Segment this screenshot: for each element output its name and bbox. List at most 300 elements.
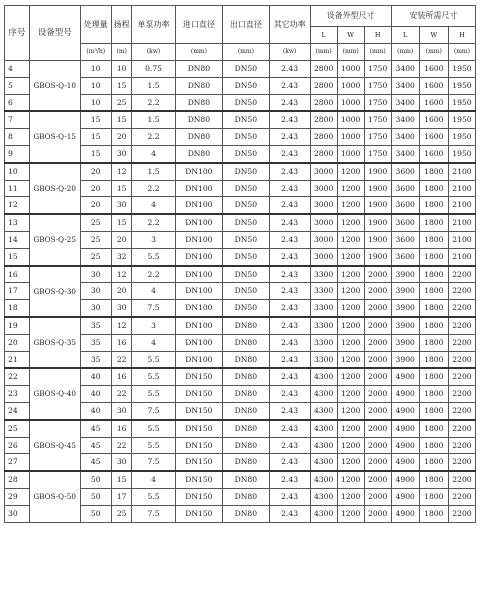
- install-w-cell: 1800: [419, 300, 448, 317]
- dims-l-cell: 2800: [310, 129, 337, 146]
- inlet-cell: DN100: [175, 266, 223, 283]
- install-l-cell: 4900: [391, 454, 419, 471]
- install-l-cell: 3900: [391, 300, 419, 317]
- inlet-cell: DN100: [175, 334, 223, 351]
- outlet-cell: DN80: [223, 317, 269, 334]
- other-power-cell: 2.43: [269, 231, 310, 248]
- dims-w-cell: 1200: [337, 488, 364, 505]
- install-w-cell: 1800: [419, 248, 448, 265]
- install-w-cell: 1800: [419, 266, 448, 283]
- unit-install-w: (mm): [419, 44, 448, 61]
- capacity-cell: 20: [80, 163, 111, 180]
- outlet-cell: DN80: [223, 437, 269, 454]
- inlet-cell: DN100: [175, 231, 223, 248]
- dims-l-cell: 4300: [310, 402, 337, 419]
- install-w-cell: 1800: [419, 163, 448, 180]
- seq-cell: 18: [5, 300, 30, 317]
- model-cell: GBOS-Q-35: [29, 317, 80, 368]
- outlet-cell: DN80: [223, 351, 269, 368]
- install-l-cell: 4900: [391, 420, 419, 437]
- capacity-cell: 40: [80, 368, 111, 385]
- unit-capacity: (m³/h): [80, 44, 111, 61]
- install-l-cell: 4900: [391, 488, 419, 505]
- pump-power-cell: 4: [132, 334, 175, 351]
- other-power-cell: 2.43: [269, 61, 310, 78]
- dims-h-cell: 2000: [364, 471, 391, 488]
- head-cell: 17: [111, 488, 132, 505]
- install-w-cell: 1800: [419, 420, 448, 437]
- install-l-cell: 3600: [391, 248, 419, 265]
- dims-h-cell: 2000: [364, 317, 391, 334]
- install-h-cell: 2200: [448, 437, 475, 454]
- inlet-cell: DN150: [175, 437, 223, 454]
- dims-w-cell: 1200: [337, 420, 364, 437]
- pump-power-cell: 5.5: [132, 351, 175, 368]
- head-cell: 30: [111, 145, 132, 162]
- capacity-cell: 15: [80, 111, 111, 128]
- other-power-cell: 2.43: [269, 266, 310, 283]
- other-power-cell: 2.43: [269, 145, 310, 162]
- install-w-cell: 1600: [419, 61, 448, 78]
- dims-h-cell: 1750: [364, 61, 391, 78]
- header-install-h: H: [448, 27, 475, 44]
- dims-w-cell: 1200: [337, 368, 364, 385]
- model-cell: GBOS-Q-50: [29, 471, 80, 522]
- outlet-cell: DN50: [223, 61, 269, 78]
- unit-dims-w: (mm): [337, 44, 364, 61]
- outlet-cell: DN50: [223, 266, 269, 283]
- capacity-cell: 25: [80, 214, 111, 231]
- dims-l-cell: 3000: [310, 231, 337, 248]
- dims-w-cell: 1000: [337, 77, 364, 94]
- capacity-cell: 25: [80, 248, 111, 265]
- dims-w-cell: 1200: [337, 402, 364, 419]
- inlet-cell: DN100: [175, 163, 223, 180]
- outlet-cell: DN80: [223, 505, 269, 522]
- install-l-cell: 3600: [391, 214, 419, 231]
- dims-w-cell: 1200: [337, 163, 364, 180]
- install-w-cell: 1800: [419, 488, 448, 505]
- other-power-cell: 2.43: [269, 94, 310, 111]
- outlet-cell: DN50: [223, 129, 269, 146]
- outlet-cell: DN80: [223, 386, 269, 403]
- head-cell: 16: [111, 420, 132, 437]
- inlet-cell: DN150: [175, 454, 223, 471]
- dims-l-cell: 4300: [310, 437, 337, 454]
- install-h-cell: 2100: [448, 214, 475, 231]
- header-dims: 设备外型尺寸: [310, 6, 391, 27]
- unit-other-power: (kw): [269, 44, 310, 61]
- pump-power-cell: 7.5: [132, 402, 175, 419]
- dims-h-cell: 1750: [364, 94, 391, 111]
- inlet-cell: DN150: [175, 505, 223, 522]
- seq-cell: 16: [5, 266, 30, 283]
- install-h-cell: 1950: [448, 129, 475, 146]
- other-power-cell: 2.43: [269, 368, 310, 385]
- capacity-cell: 50: [80, 488, 111, 505]
- install-l-cell: 4900: [391, 368, 419, 385]
- seq-cell: 20: [5, 334, 30, 351]
- pump-power-cell: 4: [132, 145, 175, 162]
- seq-cell: 11: [5, 180, 30, 197]
- dims-w-cell: 1200: [337, 231, 364, 248]
- dims-l-cell: 3000: [310, 197, 337, 214]
- dims-h-cell: 2000: [364, 266, 391, 283]
- header-dims-h: H: [364, 27, 391, 44]
- pump-power-cell: 1.5: [132, 77, 175, 94]
- table-row: [5, 111, 476, 128]
- outlet-cell: DN50: [223, 111, 269, 128]
- install-h-cell: 2200: [448, 266, 475, 283]
- install-w-cell: 1800: [419, 437, 448, 454]
- dims-w-cell: 1000: [337, 129, 364, 146]
- install-l-cell: 3900: [391, 351, 419, 368]
- other-power-cell: 2.43: [269, 180, 310, 197]
- outlet-cell: DN50: [223, 197, 269, 214]
- head-cell: 30: [111, 197, 132, 214]
- header-install-w: W: [419, 27, 448, 44]
- seq-cell: 17: [5, 283, 30, 300]
- install-h-cell: 2200: [448, 454, 475, 471]
- dims-h-cell: 1750: [364, 111, 391, 128]
- head-cell: 16: [111, 334, 132, 351]
- head-cell: 12: [111, 163, 132, 180]
- dims-l-cell: 3300: [310, 317, 337, 334]
- header-inlet: 进口直径: [175, 6, 223, 44]
- inlet-cell: DN100: [175, 317, 223, 334]
- dims-h-cell: 1750: [364, 129, 391, 146]
- dims-w-cell: 1000: [337, 94, 364, 111]
- inlet-cell: DN100: [175, 283, 223, 300]
- inlet-cell: DN150: [175, 368, 223, 385]
- head-cell: 22: [111, 437, 132, 454]
- install-l-cell: 3400: [391, 111, 419, 128]
- head-cell: 30: [111, 454, 132, 471]
- install-l-cell: 4900: [391, 437, 419, 454]
- header-dims-w: W: [337, 27, 364, 44]
- install-w-cell: 1800: [419, 334, 448, 351]
- pump-power-cell: 7.5: [132, 454, 175, 471]
- pump-power-cell: 5.5: [132, 488, 175, 505]
- install-l-cell: 3900: [391, 334, 419, 351]
- seq-cell: 12: [5, 197, 30, 214]
- install-l-cell: 4900: [391, 505, 419, 522]
- model-cell: GBOS-Q-45: [29, 420, 80, 471]
- other-power-cell: 2.43: [269, 163, 310, 180]
- inlet-cell: DN80: [175, 111, 223, 128]
- inlet-cell: DN80: [175, 61, 223, 78]
- head-cell: 25: [111, 94, 132, 111]
- pump-power-cell: 5.5: [132, 437, 175, 454]
- outlet-cell: DN50: [223, 94, 269, 111]
- outlet-cell: DN80: [223, 420, 269, 437]
- dims-l-cell: 2800: [310, 145, 337, 162]
- install-h-cell: 2100: [448, 180, 475, 197]
- dims-l-cell: 4300: [310, 488, 337, 505]
- pump-power-cell: 5.5: [132, 386, 175, 403]
- pump-power-cell: 1.5: [132, 111, 175, 128]
- install-w-cell: 1800: [419, 505, 448, 522]
- pump-power-cell: 2.2: [132, 214, 175, 231]
- outlet-cell: DN50: [223, 180, 269, 197]
- inlet-cell: DN80: [175, 94, 223, 111]
- install-l-cell: 3900: [391, 283, 419, 300]
- dims-w-cell: 1200: [337, 283, 364, 300]
- header-model: 设备型号: [29, 6, 80, 61]
- outlet-cell: DN80: [223, 402, 269, 419]
- outlet-cell: DN80: [223, 368, 269, 385]
- capacity-cell: 15: [80, 145, 111, 162]
- install-h-cell: 2200: [448, 386, 475, 403]
- head-cell: 15: [111, 180, 132, 197]
- pump-power-cell: 5.5: [132, 368, 175, 385]
- install-h-cell: 2200: [448, 505, 475, 522]
- header-install: 安装所需尺寸: [391, 6, 475, 27]
- pump-power-cell: 1.5: [132, 163, 175, 180]
- head-cell: 15: [111, 214, 132, 231]
- install-w-cell: 1800: [419, 454, 448, 471]
- seq-cell: 24: [5, 402, 30, 419]
- install-w-cell: 1800: [419, 471, 448, 488]
- install-w-cell: 1600: [419, 129, 448, 146]
- seq-cell: 22: [5, 368, 30, 385]
- dims-h-cell: 2000: [364, 300, 391, 317]
- other-power-cell: 2.43: [269, 386, 310, 403]
- header-outlet: 出口直径: [223, 6, 269, 44]
- install-w-cell: 1800: [419, 386, 448, 403]
- capacity-cell: 50: [80, 505, 111, 522]
- install-w-cell: 1800: [419, 351, 448, 368]
- capacity-cell: 35: [80, 317, 111, 334]
- dims-h-cell: 1900: [364, 197, 391, 214]
- inlet-cell: DN150: [175, 488, 223, 505]
- unit-dims-l: (mm): [310, 44, 337, 61]
- capacity-cell: 50: [80, 471, 111, 488]
- dims-w-cell: 1200: [337, 351, 364, 368]
- pump-power-cell: 4: [132, 197, 175, 214]
- capacity-cell: 40: [80, 402, 111, 419]
- inlet-cell: DN150: [175, 386, 223, 403]
- capacity-cell: 35: [80, 334, 111, 351]
- dims-l-cell: 4300: [310, 386, 337, 403]
- dims-h-cell: 2000: [364, 420, 391, 437]
- head-cell: 15: [111, 111, 132, 128]
- capacity-cell: 10: [80, 61, 111, 78]
- outlet-cell: DN50: [223, 163, 269, 180]
- install-l-cell: 4900: [391, 386, 419, 403]
- install-l-cell: 3900: [391, 266, 419, 283]
- seq-cell: 26: [5, 437, 30, 454]
- other-power-cell: 2.43: [269, 111, 310, 128]
- dims-w-cell: 1200: [337, 266, 364, 283]
- outlet-cell: DN80: [223, 454, 269, 471]
- other-power-cell: 2.43: [269, 334, 310, 351]
- unit-install-h: (mm): [448, 44, 475, 61]
- other-power-cell: 2.43: [269, 471, 310, 488]
- seq-cell: 30: [5, 505, 30, 522]
- install-l-cell: 3900: [391, 317, 419, 334]
- install-h-cell: 2200: [448, 334, 475, 351]
- table-row: [5, 420, 476, 437]
- install-w-cell: 1800: [419, 402, 448, 419]
- dims-h-cell: 2000: [364, 488, 391, 505]
- pump-power-cell: 2.2: [132, 94, 175, 111]
- table-row: [5, 61, 476, 78]
- dims-h-cell: 2000: [364, 351, 391, 368]
- header-capacity: 处理量: [80, 6, 111, 44]
- model-cell: GBOS-Q-15: [29, 111, 80, 162]
- capacity-cell: 30: [80, 283, 111, 300]
- table-row: [5, 266, 476, 283]
- seq-cell: 15: [5, 248, 30, 265]
- install-h-cell: 2200: [448, 420, 475, 437]
- dims-l-cell: 3300: [310, 300, 337, 317]
- inlet-cell: DN100: [175, 214, 223, 231]
- install-l-cell: 3400: [391, 129, 419, 146]
- head-cell: 20: [111, 231, 132, 248]
- install-w-cell: 1800: [419, 180, 448, 197]
- install-w-cell: 1600: [419, 77, 448, 94]
- dims-w-cell: 1200: [337, 386, 364, 403]
- install-w-cell: 1600: [419, 111, 448, 128]
- head-cell: 30: [111, 402, 132, 419]
- install-w-cell: 1800: [419, 197, 448, 214]
- install-w-cell: 1800: [419, 231, 448, 248]
- install-h-cell: 1950: [448, 111, 475, 128]
- pump-power-cell: 7.5: [132, 505, 175, 522]
- outlet-cell: DN50: [223, 214, 269, 231]
- seq-cell: 10: [5, 163, 30, 180]
- inlet-cell: DN80: [175, 77, 223, 94]
- install-h-cell: 2200: [448, 488, 475, 505]
- dims-l-cell: 3300: [310, 351, 337, 368]
- header-dims-l: L: [310, 27, 337, 44]
- header-head: 扬程: [111, 6, 132, 44]
- inlet-cell: DN100: [175, 180, 223, 197]
- dims-h-cell: 1900: [364, 248, 391, 265]
- table-body: [5, 61, 476, 523]
- other-power-cell: 2.43: [269, 317, 310, 334]
- capacity-cell: 35: [80, 351, 111, 368]
- dims-h-cell: 1900: [364, 231, 391, 248]
- head-cell: 16: [111, 368, 132, 385]
- head-cell: 32: [111, 248, 132, 265]
- seq-cell: 19: [5, 317, 30, 334]
- table-row: [5, 163, 476, 180]
- install-h-cell: 2200: [448, 402, 475, 419]
- outlet-cell: DN50: [223, 300, 269, 317]
- dims-h-cell: 1900: [364, 163, 391, 180]
- capacity-cell: 45: [80, 454, 111, 471]
- seq-cell: 13: [5, 214, 30, 231]
- head-cell: 22: [111, 386, 132, 403]
- inlet-cell: DN80: [175, 129, 223, 146]
- dims-w-cell: 1000: [337, 111, 364, 128]
- unit-install-l: (mm): [391, 44, 419, 61]
- head-cell: 12: [111, 266, 132, 283]
- pump-power-cell: 3: [132, 231, 175, 248]
- install-l-cell: 4900: [391, 402, 419, 419]
- dims-h-cell: 2000: [364, 454, 391, 471]
- outlet-cell: DN50: [223, 145, 269, 162]
- dims-w-cell: 1200: [337, 471, 364, 488]
- dims-w-cell: 1200: [337, 248, 364, 265]
- head-cell: 20: [111, 129, 132, 146]
- header-other-power: 其它功率: [269, 6, 310, 44]
- dims-w-cell: 1200: [337, 505, 364, 522]
- pump-power-cell: 5.5: [132, 248, 175, 265]
- capacity-cell: 20: [80, 180, 111, 197]
- table-row: [5, 471, 476, 488]
- install-l-cell: 4900: [391, 471, 419, 488]
- dims-h-cell: 2000: [364, 386, 391, 403]
- dims-h-cell: 2000: [364, 368, 391, 385]
- head-cell: 10: [111, 61, 132, 78]
- install-l-cell: 3400: [391, 61, 419, 78]
- unit-pump-power: (kw): [132, 44, 175, 61]
- table-row: [5, 368, 476, 385]
- install-h-cell: 2200: [448, 471, 475, 488]
- inlet-cell: DN100: [175, 197, 223, 214]
- capacity-cell: 30: [80, 300, 111, 317]
- inlet-cell: DN150: [175, 402, 223, 419]
- pump-power-cell: 5.5: [132, 420, 175, 437]
- spec-table: [4, 5, 476, 523]
- install-h-cell: 1950: [448, 145, 475, 162]
- dims-l-cell: 3000: [310, 214, 337, 231]
- outlet-cell: DN50: [223, 283, 269, 300]
- install-h-cell: 1950: [448, 77, 475, 94]
- dims-h-cell: 1900: [364, 180, 391, 197]
- dims-l-cell: 4300: [310, 420, 337, 437]
- head-cell: 30: [111, 300, 132, 317]
- head-cell: 15: [111, 77, 132, 94]
- other-power-cell: 2.43: [269, 129, 310, 146]
- install-w-cell: 1800: [419, 317, 448, 334]
- capacity-cell: 40: [80, 386, 111, 403]
- install-h-cell: 1950: [448, 94, 475, 111]
- capacity-cell: 30: [80, 266, 111, 283]
- outlet-cell: DN80: [223, 488, 269, 505]
- dims-w-cell: 1200: [337, 334, 364, 351]
- install-w-cell: 1800: [419, 214, 448, 231]
- unit-outlet: (mm): [223, 44, 269, 61]
- dims-w-cell: 1200: [337, 214, 364, 231]
- table-header: [5, 6, 476, 61]
- dims-l-cell: 4300: [310, 368, 337, 385]
- dims-h-cell: 2000: [364, 334, 391, 351]
- other-power-cell: 2.43: [269, 402, 310, 419]
- install-h-cell: 2200: [448, 317, 475, 334]
- seq-cell: 28: [5, 471, 30, 488]
- install-h-cell: 2200: [448, 351, 475, 368]
- dims-l-cell: 3000: [310, 248, 337, 265]
- dims-h-cell: 2000: [364, 283, 391, 300]
- head-cell: 15: [111, 471, 132, 488]
- header-install-l: L: [391, 27, 419, 44]
- install-l-cell: 3600: [391, 180, 419, 197]
- pump-power-cell: 0.75: [132, 61, 175, 78]
- dims-h-cell: 1900: [364, 214, 391, 231]
- dims-l-cell: 3000: [310, 180, 337, 197]
- dims-l-cell: 2800: [310, 94, 337, 111]
- pump-power-cell: 3: [132, 317, 175, 334]
- dims-h-cell: 2000: [364, 505, 391, 522]
- model-cell: GBOS-Q-25: [29, 214, 80, 265]
- install-l-cell: 3400: [391, 145, 419, 162]
- install-h-cell: 1950: [448, 61, 475, 78]
- dims-w-cell: 1200: [337, 437, 364, 454]
